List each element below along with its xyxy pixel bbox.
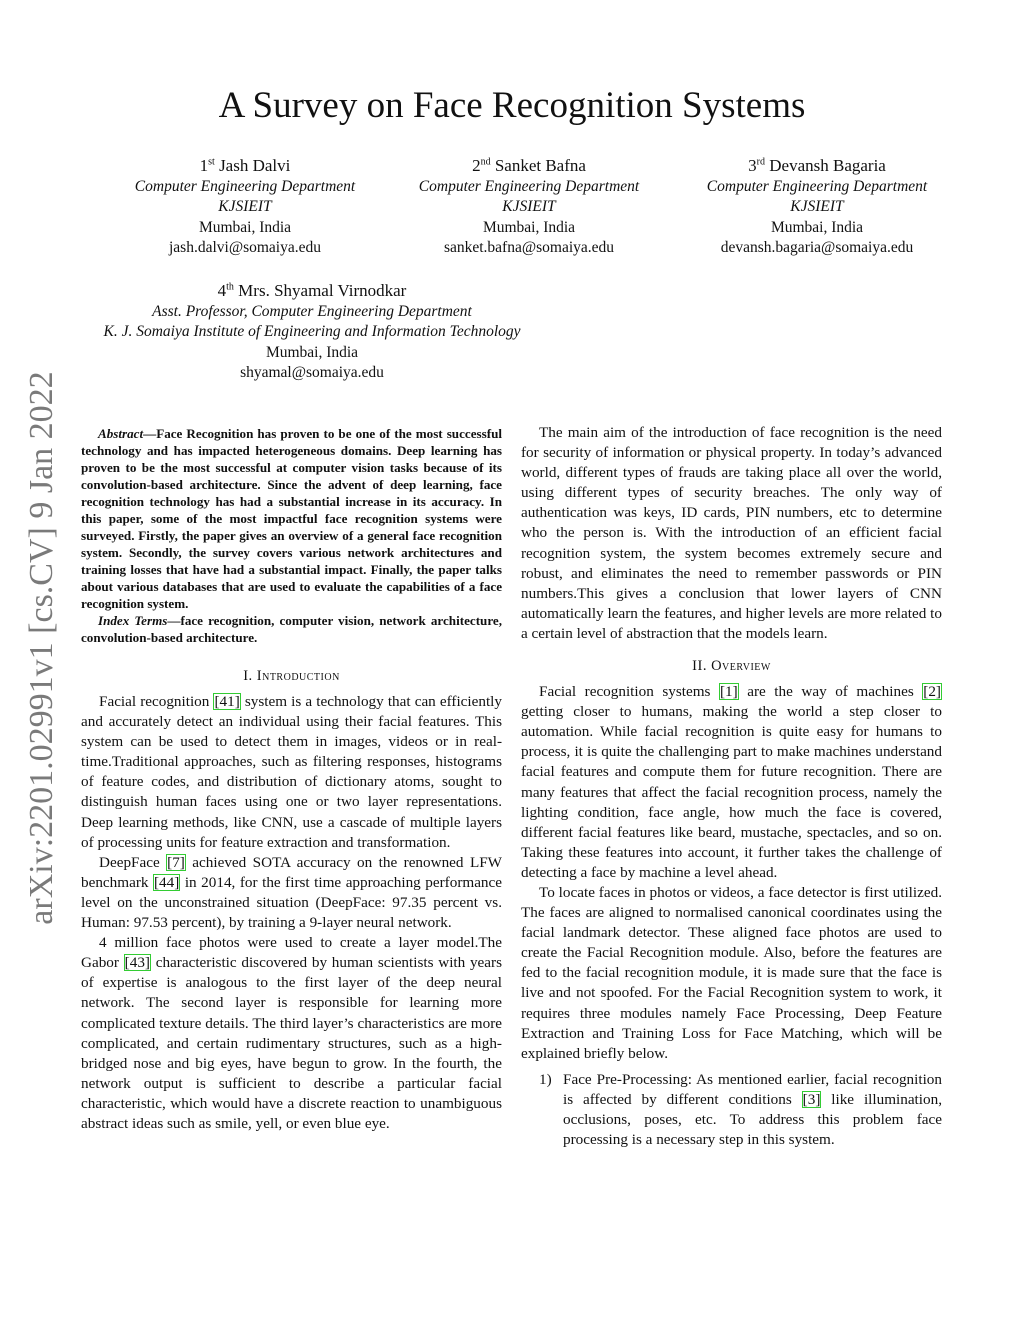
author-institution: KJSIEIT (218, 198, 272, 216)
author-location: Mumbai, India (482, 218, 576, 236)
left-column (81, 425, 502, 1134)
paragraph-text: are the way of machines (738, 683, 923, 701)
author-department: Computer Engineering Department (706, 178, 928, 195)
author-institution: KJSIEIT (790, 198, 844, 216)
author-block-3 (672, 155, 962, 259)
author-name (100, 155, 390, 177)
citation-link[interactable]: [41] (214, 693, 240, 710)
author-location: Mumbai, India (198, 218, 292, 236)
author-name (672, 155, 962, 177)
citation-link[interactable]: [3] (802, 1090, 821, 1108)
paragraph-text: in 2014, for the first time approaching performance level on the unconstrained situation (DeepFace: 97.35 percent vs. Human: 97.53 percent), by training a 9-layer neural network. (81, 873, 503, 932)
intro-paragraph-1 (81, 692, 502, 853)
author-department: Computer Engineering Department (418, 178, 640, 195)
author-name (70, 280, 554, 302)
paragraph-text: DeepFace (99, 853, 167, 871)
abstract-label: Abstract (98, 426, 144, 441)
list-item (521, 1070, 942, 1150)
arxiv-stamp: arXiv:2201.02991v1 [cs.CV] 9 Jan 2022 (23, 371, 60, 925)
paragraph-text: characteristic discovered by human scientists with years of expertise is analogous to the first layer of the deep neural network. The second layer is responsible for learning more complicated texture details. The third layer’s characteristics are more complicated, and certain rudimentary structures, such as a high-bridged nose and big eyes, have begun to grow. In the fourth, the network output is sufficient to describe a particular facial characteristic, which would have a discrete reaction to unambiguous abstract ideas such as smile, yell, or even blue eye. (81, 954, 502, 1132)
citation-link[interactable]: [43] (124, 954, 150, 972)
author-ordinal-suffix: rd (756, 156, 765, 168)
citation-link[interactable]: [2] (923, 683, 941, 701)
author-ordinal: 4 (217, 281, 227, 300)
author-ordinal-suffix: th (226, 281, 234, 293)
citation-link[interactable]: [1] (719, 683, 738, 701)
author-location: Mumbai, India (770, 218, 864, 236)
author-department: Asst. Professor, Computer Engineering Department (152, 303, 472, 320)
author-location: Mumbai, India (265, 343, 359, 361)
author-name-text: Jash Dalvi (219, 156, 291, 175)
index-terms (81, 612, 502, 646)
intro-paragraph-4: The main aim of the introduction of face recognition is the need for security of information or physical property. In today’s advanced world, different types of frauds are taking place all over the world, using different types of security breaches. The only way of authentication was keys, ID cards, PIN numbers, etc to determine who the person is. With the introduction of an efficient facial recognition system, the system becomes extremely secure and robust, and eliminates the need to remember passwords or PIN numbers.This gives a conclusion that lower layers of CNN automatically learn the features, and higher levels are more related to a certain level of abstraction that the models learn. (521, 424, 942, 642)
author-email[interactable]: shyamal@somaiya.edu (240, 364, 384, 382)
author-ordinal: 2 (472, 156, 481, 175)
paragraph-text: 4 million face photos were used to create a layer model.The Gabor (81, 934, 502, 972)
author-email[interactable]: sanket.bafna@somaiya.edu (443, 239, 615, 257)
author-name-text: Sanket Bafna (494, 156, 586, 175)
paragraph-text: achieved SOTA accuracy on the renowned LFW benchmark (81, 853, 502, 891)
author-block-1 (100, 155, 390, 259)
citation-link[interactable]: [44] (154, 873, 180, 891)
author-ordinal: 3 (748, 156, 757, 175)
abstract (81, 425, 502, 612)
author-email[interactable]: jash.dalvi@somaiya.edu (168, 239, 322, 257)
overview-paragraph-1 (521, 682, 942, 883)
index-terms-label: Index Terms (98, 613, 168, 628)
section-heading-introduction: I. Introduction (243, 668, 340, 684)
paragraph-text: Face Pre-Processing: As mentioned earlier, facial recognition is affected by different conditions (563, 1070, 942, 1108)
paragraph-text: getting closer to humans, making the world a step closer to automation. While facial recognition is quite easy for humans to process, it is quite the challenging part to make machines understand facial features and compute them for future recognition. There are many features that affect the facial recognition process, namely the lighting condition, face angle, how much the face is covered, different facial features like beard, mustache, spectacles, and so on. Taking these features into account, it further takes the challenge of detecting a face by machine a level ahead. (521, 703, 942, 881)
index-terms-text: —face recognition, computer vision, network architecture, convolution-based architecture. (81, 613, 503, 645)
section-heading-overview: II. Overview (692, 658, 771, 675)
citation-link[interactable]: [7] (167, 853, 185, 871)
author-ordinal-suffix: nd (480, 156, 491, 168)
paragraph-text: system is a technology that can efficiently and accurately detect an individual using their facial features. This system can be used to detect them in images, videos or in real-time.Traditional approaches, such as filtering responses, histograms of feature codes, and distribution of dictionary atoms, sought to distinguish human faces using one or two layer representations. Deep learning methods, like CNN, use a cascade of multiple layers of processing units for feature extraction and transformation. (81, 693, 502, 851)
author-ordinal: 1 (199, 156, 209, 175)
paragraph-text: Facial recognition systems (539, 683, 719, 701)
author-institution: KJSIEIT (502, 198, 556, 216)
author-email[interactable]: devansh.bagaria@somaiya.edu (720, 239, 914, 257)
paper-title: A Survey on Face Recognition Systems (218, 85, 806, 126)
overview-paragraph-2: To locate faces in photos or videos, a face detector is first utilized. The faces are aligned to normalised canonical coordinates using the facial landmark detector. These aligned face photos are used to create the Facial Recognition module. Also, before the features are fed to the facial recognition module, it is made sure that the face is live and not spoofed. For the Facial Recognition system to work, it requires three modules namely Face Processing, Deep Feature Extraction and Training Loss for Face Matching, which will be explained briefly below. (521, 883, 942, 1062)
abstract-text: —Face Recognition has proven to be one of the most successful technology and has impacted heterogeneous domains. Deep learning has proven to be the most successful at computer vision tasks because of its convolution-based architecture. Since the advent of deep learning, face recognition technology has had a substantial increase in its accuracy. In this paper, some of the most impactful face recognition systems were surveyed. Firstly, the paper gives an overview of a general face recognition system. Secondly, the survey covers various network architectures and training losses that have had a substantial impact. Finally, the paper talks about various databases that are used to evaluate the capabilities of a face recognition system. (81, 426, 502, 611)
right-column (521, 423, 942, 1150)
author-institution: K. J. Somaiya Institute of Engineering and Information Technology (103, 323, 521, 341)
author-ordinal-suffix: st (208, 156, 215, 168)
author-department: Computer Engineering Department (134, 178, 356, 195)
intro-paragraph-3 (81, 933, 502, 1134)
author-block-2 (384, 155, 674, 259)
paragraph-text: like illumination, occlusions, poses, etc. To address this problem face processing is a necessary step in this system. (563, 1090, 942, 1149)
author-name-text: Mrs. Shyamal Virnodkar (238, 281, 407, 300)
intro-paragraph-2 (81, 853, 502, 933)
author-name (384, 155, 674, 177)
author-name-text: Devansh Bagaria (769, 156, 886, 175)
list-item-number: 1) (539, 1070, 552, 1088)
paragraph-text: Facial recognition (99, 693, 214, 710)
author-block-4 (70, 280, 554, 384)
